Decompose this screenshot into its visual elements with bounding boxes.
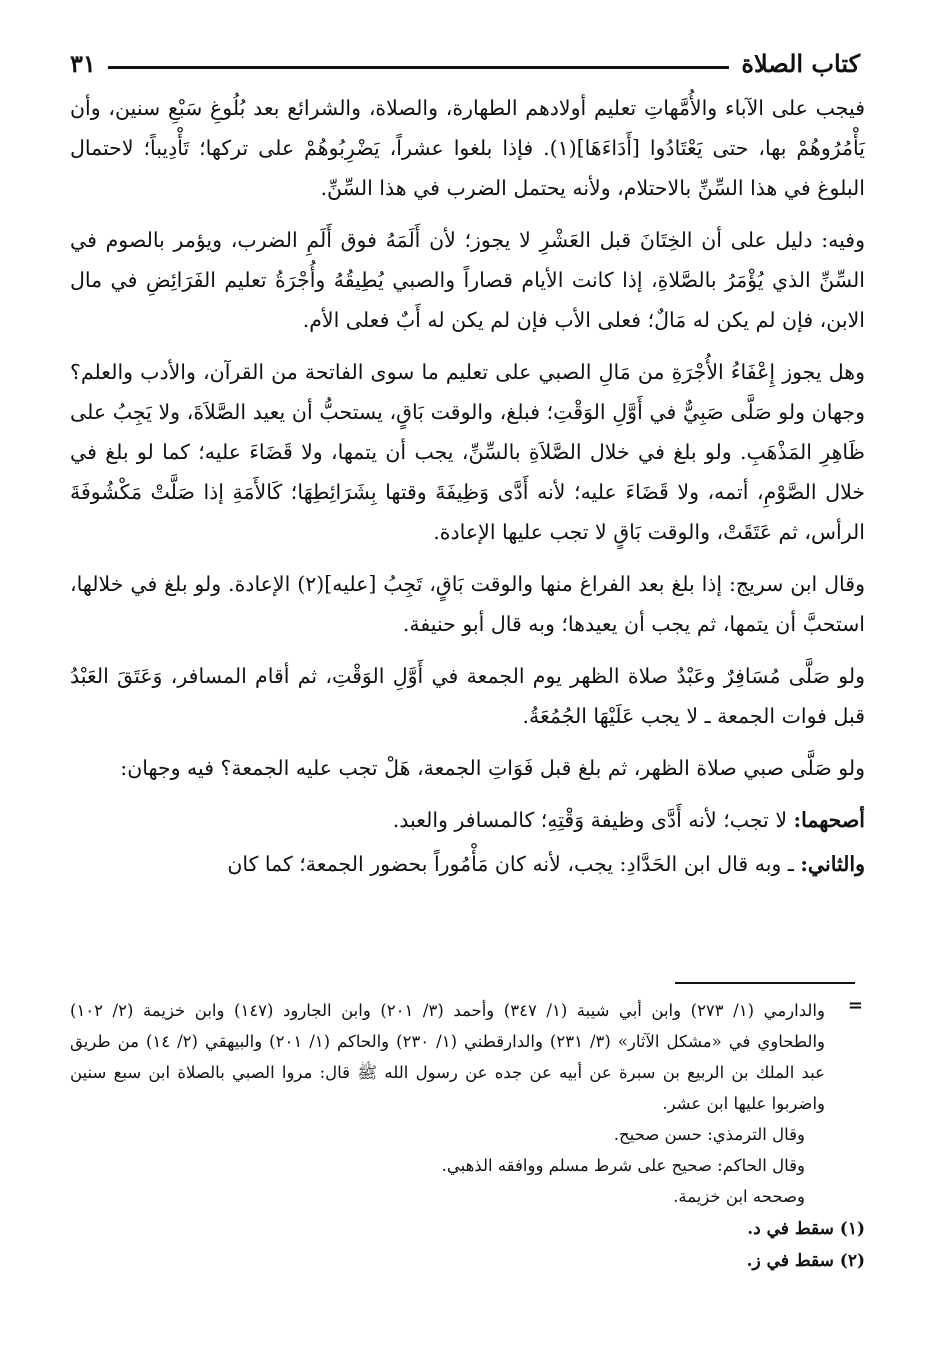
second-opinion <box>70 844 865 884</box>
second-opinion-text: ـ وبه قال ابن الحَدَّادِ: يجب، لأنه كان مَأْمُوراً بحضور الجمعة؛ كما كان <box>227 852 794 876</box>
footnote-1: (١) سقط في د. <box>747 1219 865 1239</box>
paragraph: فيجب على الآباء والأُمَّهاتِ تعليم أولادهم الطهارة، والصلاة، والشرائع بعد بُلُوغِ سَبْعِ سنين، وأن يَأْمُرُوهُمْ بها، حتى يَعْتَادُوا [أَدَاءَهَا](١). فإذا بلغوا عشراً، يَضْرِبُوهُمْ على تركها؛ تَأْدِيباً؛ لاحتمال البلوغ في هذا السِّنِّ بالاحتلام، ولأنه يحتمل الضرب في هذا السِّنِّ. <box>70 96 865 200</box>
footnote-ibn-khuzayma: وصححه ابن خزيمة. <box>673 1187 805 1206</box>
main-text <box>70 88 865 896</box>
paragraph: ولو صَلَّى صبي صلاة الظهر، ثم بلغ قبل فَوَاتِ الجمعة، هَلْ تجب عليه الجمعة؟ فيه وجهان: <box>120 756 865 780</box>
book-title: كتاب الصلاة <box>741 48 860 78</box>
page-number: ٣١ <box>70 48 96 78</box>
paragraph: وقال ابن سريج: إذا بلغ بعد الفراغ منها والوقت بَاقٍ، تَجِبُ [عليه](٢) الإعادة. ولو بلغ في خلالها، استحبَّ أن يتمها، ثم يجب أن يعيدها؛ وبه قال أبو حنيفة. <box>70 572 865 636</box>
footnote-2: (٢) سقط في ز. <box>746 1251 865 1271</box>
footnote-tirmidhi: وقال الترمذي: حسن صحيح. <box>613 1125 805 1144</box>
paragraph: وفيه: دليل على أن الخِتَانَ قبل العَشْرِ لا يجوز؛ لأن أَلَمَهُ فوق أَلَمِ الضرب، ويؤمر بالصوم في السِّنِّ الذي يُؤْمَرُ بالصَّلاةِ، إذا كانت الأيام قصاراً والصبي يُطِيقُهُ وأُجْرَةُ تعليم الفَرَائِضِ في مال الابن، فإن لم يكن له مَالٌ؛ فعلى الأب فإن لم يكن له أَبٌ فعلى الأم. <box>70 228 865 332</box>
footnote-separator <box>675 982 855 984</box>
first-opinion-text: لا تجب؛ لأنه أَدَّى وظيفة وَقْتِهِ؛ كالمسافر والعبد. <box>392 808 788 832</box>
first-opinion-label: أصحهما: <box>793 808 865 832</box>
continuation-mark: = <box>847 995 863 1016</box>
running-header <box>70 38 860 88</box>
footnote-hakim: وقال الحاكم: صحيح على شرط مسلم ووافقه الذهبي. <box>441 1156 805 1175</box>
first-opinion <box>70 800 865 840</box>
second-opinion-label: والثاني: <box>800 852 865 876</box>
paragraph: وهل يجوز إِعْفَاءُ الأُجْرَةِ من مَالِ الصبي على تعليم ما سوى الفاتحة من القرآن، والأدب والعلم؟ وجهان ولو صَلَّى صَبِيٌّ في أَوَّلِ الوَقْتِ؛ فبلغ، والوقت بَاقٍ، يستحبُّ أن يعيد الصَّلاَةَ، ولا يَجِبُ على ظَاهِرِ المَذْهَبِ. ولو بلغ في خلال الصَّلاَةِ بالسِّنِّ، يجب أن يتمها، ولا قَضَاءَ عليه؛ كما لو بلغ في خلال الصَّوْمِ، أتمه، ولا قَضَاءَ عليه؛ لأنه أَدَّى وَظِيفَةَ وقتها بِشَرَائِطِهَا؛ كَالأَمَةِ إذا صَلَّتْ مَكْشُوفَةَ الرأس، ثم عَتَقَتْ، والوقت بَاقٍ لا تجب عليها الإعادة. <box>70 360 865 544</box>
footnotes <box>70 995 865 1276</box>
header-rule <box>108 66 730 69</box>
paragraph: ولو صَلَّى مُسَافِرٌ وعَبْدٌ صلاة الظهر يوم الجمعة في أَوَّلِ الوَقْتِ، ثم أقام المسافر، وَعَتَقَ العَبْدُ قبل فوات الجمعة ـ لا يجب عَلَيْهَا الجُمُعَةُ. <box>70 664 865 728</box>
footnote-continuation: والدارمي (١/ ٢٧٣) وابن أبي شيبة (١/ ٣٤٧) وأحمد (٣/ ٢٠١) وابن الجارود (١٤٧) وابن خزيمة (٢/ ١٠٢) والطحاوي في «مشكل الآثار» (٣/ ٢٣١) والدارقطني (١/ ٢٣٠) والحاكم (١/ ٢٠١) والبيهقي (٢/ ١٤) من طريق عبد الملك بن الربيع بن سبرة عن أبيه عن جده عن رسول الله ﷺ قال: مروا الصبي بالصلاة ابن سبع سنين واضربوا عليها ابن عشر. <box>70 1001 825 1113</box>
